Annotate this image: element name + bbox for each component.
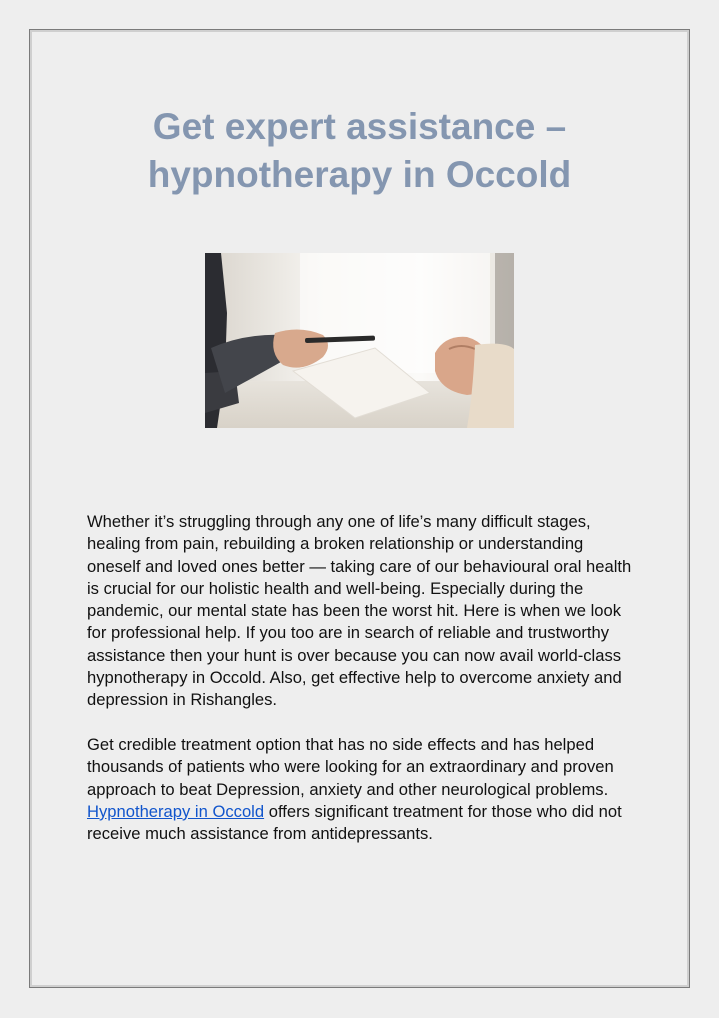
- page-title: [0, 103, 719, 199]
- consultation-photo: [205, 253, 514, 428]
- paragraph-2: [87, 734, 632, 845]
- title-line-2: hypnotherapy in Occold: [147, 154, 572, 195]
- paragraph-2-text-after: offers significant treatment for those who did not receive much assistance from antidepressants.: [87, 801, 622, 844]
- paragraph-1: Whether it’s struggling through any one of life’s many difficult stages, healing from pain, rebuilding a broken relationship or understanding oneself and loved ones better — taking care of our behavioural oral health is crucial for our holistic health and well-being. Especially during the pandemic, our mental state has been the worst hit. Here is when we look for professional help. If you too are in search of reliable and trustworthy assistance then your hunt is over because you can now avail world-class hypnotherapy in Occold. Also, get effective help to overcome anxiety and depression in Rishangles.: [87, 512, 632, 710]
- hypnotherapy-link[interactable]: Hypnotherapy in Occold: [87, 801, 265, 821]
- title-line-1: Get expert assistance –: [152, 106, 567, 147]
- body-text: [87, 511, 632, 845]
- paragraph-2-text-before: Get credible treatment option that has no side effects and has helped thousands of patients who were looking for an extraordinary and proven approach to beat Depression, anxiety and other neurological problems.: [87, 734, 614, 799]
